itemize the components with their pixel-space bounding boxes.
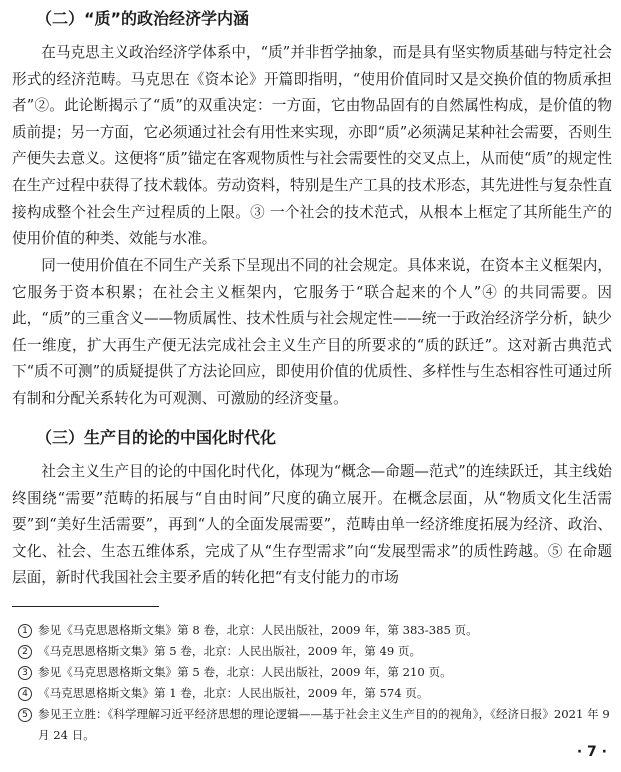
footnote-number: 1 <box>18 624 32 638</box>
footnote-item <box>12 704 612 746</box>
footnote-number: 2 <box>18 645 32 659</box>
footnote-divider <box>12 606 159 607</box>
footnote-number: 4 <box>18 687 32 701</box>
section-3-paragraph-1: 社会主义生产目的论的中国化时代化，体现为“概念—命题—范式”的连续跃迁，其主线始终围绕“需要”范畴的拓展与“自由时间”尺度的确立展开。在概念层面，从“物质文化生活需要”到“美好生活需要”，再到“人的全面发展需要”，范畴由单一经济维度拓展为经济、政治、文化、社会、生态五维体系，完成了从“生存型需求”向“发展型需求”的质性跨越。⑤ 在命题层面，新时代我国社会主要矛盾的转化把“有支付能力的市场 <box>12 463 612 587</box>
section-2-paragraph-1: 在马克思主义政治经济学体系中，“质”并非哲学抽象，而是具有坚实物质基础与特定社会形式的经济范畴。马克思在《资本论》开篇即指明，“使用价值同时又是交换价值的物质承担者”②。此论断揭示了“质”的双重决定：一方面，它由物品固有的自然属性构成，是价值的物质前提；另一方面，它必须通过社会有用性来实现，亦即“质”必须满足某种社会需要，否则生产便失去意义。这便将“质”锚定在客观物质性与社会需要性的交叉点上，从而使“质”的规定性在生产过程中获得了技术载体。劳动资料，特别是生产工具的技术形态，其先进性与复杂性直接构成整个社会生产过程质的上限。③ 一个社会的技术范式，从根本上框定了其所能生产的使用价值的种类、效能与水准。 <box>12 44 612 248</box>
footnote-item <box>12 683 612 704</box>
footnote-item <box>12 620 612 641</box>
footnote-text: 参见《马克思恩格斯文集》第 8 卷，北京：人民出版社，2009 年，第 383-385 页。 <box>38 623 478 637</box>
footnote-text: 参见王立胜：《科学理解习近平经济思想的理论逻辑——基于社会主义生产目的的视角》，《经济日报》2021 年 9 月 24 日。 <box>38 707 610 742</box>
section-2-paragraph-2: 同一使用价值在不同生产关系下呈现出不同的社会规定。具体来说，在资本主义框架内，它服务于资本积累；在社会主义框架内，它服务于“联合起来的个人”④ 的共同需要。因此，“质”的三重含义——物质属性、技术性质与社会规定性——统一于政治经济学分析，缺少任一维度，扩大再生产便无法完成社会主义生产目的所要求的“质的跃迁”。这对新古典范式下“质不可测”的质疑提供了方法论回应，即使用价值的优质性、多样性与生态相容性可通过所有制和分配关系转化为可观测、可激励的经济变量。 <box>12 257 612 407</box>
page-number: · 7 · <box>576 744 607 760</box>
footnote-number: 3 <box>18 666 32 680</box>
footnote-number: 5 <box>18 708 32 722</box>
section-heading-3: （三）生产目的论的中国化时代化 <box>36 428 277 447</box>
footnote-text: 《马克思恩格斯文集》第 5 卷，北京：人民出版社，2009 年，第 49 页。 <box>38 644 422 658</box>
section-heading-2: （二）“质”的政治经济学内涵 <box>36 9 250 28</box>
footnote-text: 《马克思恩格斯文集》第 1 卷，北京：人民出版社，2009 年，第 574 页。 <box>38 686 429 700</box>
footnote-list <box>12 620 612 746</box>
footnote-item <box>12 662 612 683</box>
footnote-text: 参见《马克思恩格斯文集》第 5 卷，北京：人民出版社，2009 年，第 210 页。 <box>38 665 452 679</box>
footnote-item <box>12 641 612 662</box>
